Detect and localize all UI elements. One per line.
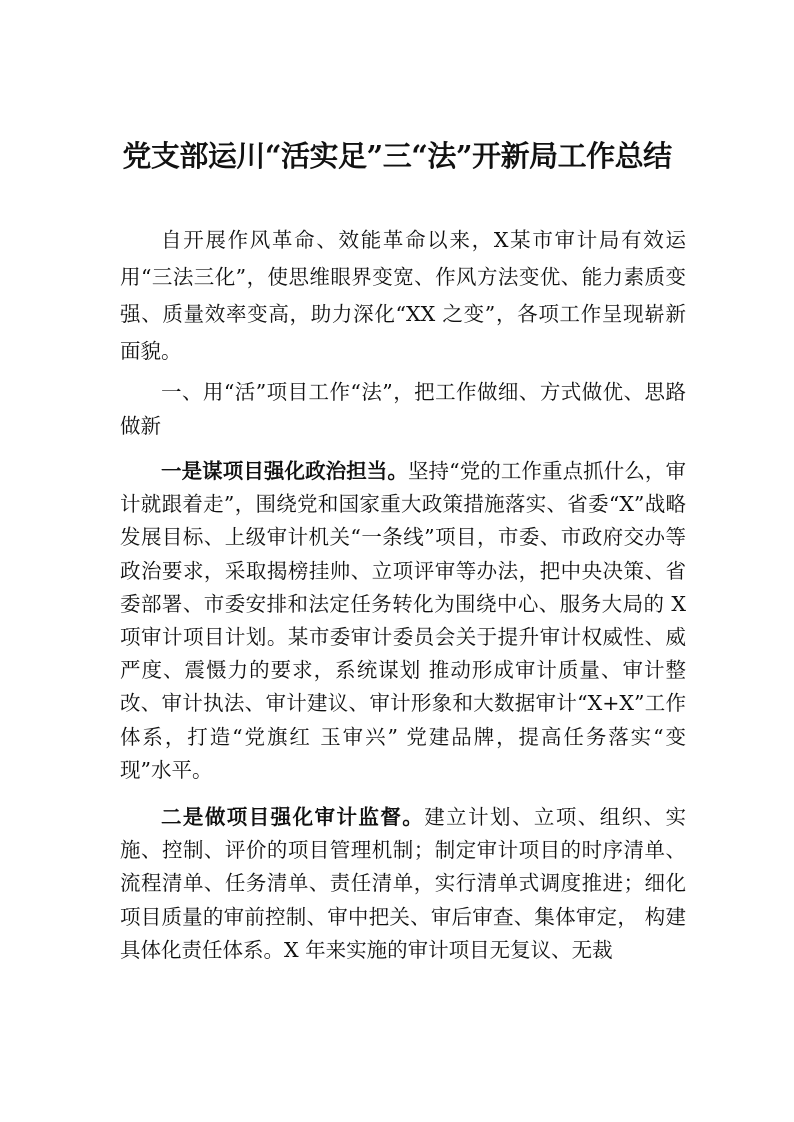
intro-paragraph: 自开展作风革命、效能革命以来，X某市审计局有效运用“三法三化”，使思维眼界变宽、作风方法变优、能力素质变强、质量效率变高，助力深化“XX 之变”，各项工作呈现崭新面貌。: [120, 228, 686, 363]
document-body: [120, 222, 686, 967]
paragraph-audit-supervision: [120, 801, 686, 967]
document-title: 党支部运川“活实足”三“法”开新局工作总结: [122, 139, 672, 173]
paragraph-text: 建立计划、立项、组织、实施、控制、评价的项目管理机制；制定审计项目的时序清单、流程清单、任务清单、责任清单，实行清单式调度推进；细化项目质量的审前控制、审中把关、审后审查、集体审定， 构建具体化责任体系。X 年来实施的审计项目无复议、无裁: [120, 805, 687, 962]
paragraph-lead: 二是做项目强化审计监督。: [161, 805, 425, 830]
section-heading: 一、用“活”项目工作“法”，把工作做细、方式做优、思路做新: [120, 380, 686, 438]
paragraph-project-planning: [120, 455, 686, 787]
paragraph-text: 坚持“党的工作重点抓什么，审计就跟着走”，围绕党和国家重大政策措施落实、省委“X”战略发展目标、上级审计机关“一条线”项目，市委、市政府交办等政治要求，采取揭榜挂帅、立项评审等办法，把中央决策、省委部署、市委安排和法定任务转化为围绕中心、服务大局的 X 项审计项目计划。某市委审计委员会关于提升审计权威性、威严度、震慑力的要求，系统谋划 推动形成审计质量、审计整改、审计执法、审计建议、审计形象和大数据审计“X+X”工作体系，打造“党旗红 玉审兴” 党建品牌，提高任务落实“变现”水平。: [120, 459, 686, 782]
paragraph-lead: 一是谋项目强化政治担当。: [161, 459, 408, 483]
